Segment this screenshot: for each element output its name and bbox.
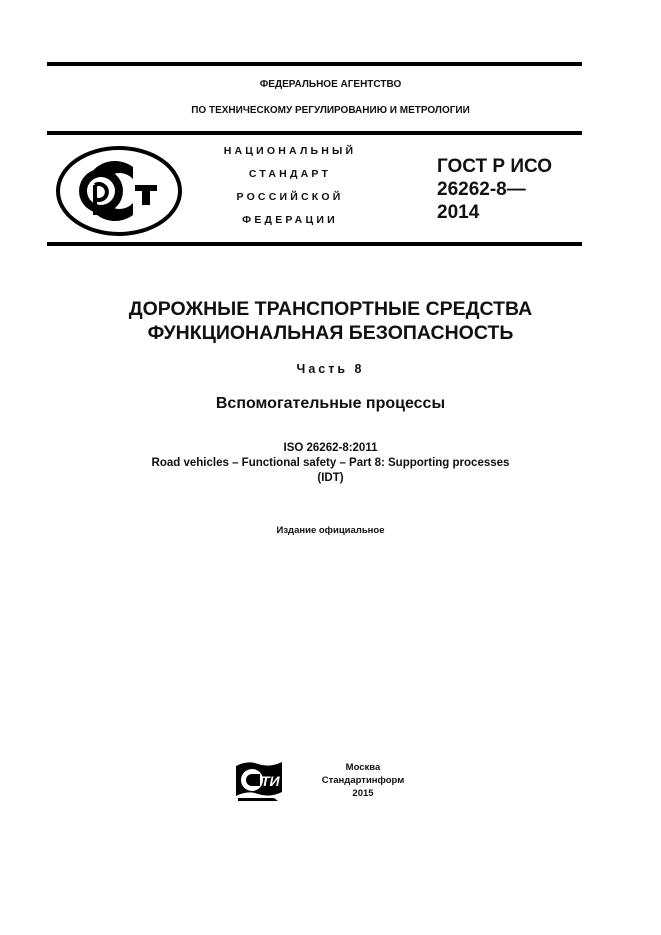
gost-r-logo-icon — [55, 145, 183, 237]
part-number: Часть 8 — [296, 362, 365, 376]
standartinform-logo-icon — [234, 758, 284, 802]
svg-text:ТИ: ТИ — [261, 773, 280, 789]
iso-degree: (IDT) — [317, 472, 344, 484]
national-standard-line-1: НАЦИОНАЛЬНЫЙ — [223, 145, 357, 157]
national-standard-line-2: СТАНДАРТ — [248, 168, 332, 180]
top-rule — [47, 62, 582, 66]
title-line-2: ФУНКЦИОНАЛЬНАЯ БЕЗОПАСНОСТЬ — [147, 322, 514, 344]
title-line-1: ДОРОЖНЫЕ ТРАНСПОРТНЫЕ СРЕДСТВА — [128, 298, 533, 320]
agency-line-2: ПО ТЕХНИЧЕСКОМУ РЕГУЛИРОВАНИЮ И МЕТРОЛОГИИ — [191, 105, 470, 116]
designation-line-2: 26262-8— — [437, 179, 526, 200]
iso-number: ISO 26262-8:2011 — [283, 442, 378, 454]
national-standard-line-3: РОССИЙСКОЙ — [236, 191, 344, 203]
designation-line-3: 2014 — [437, 202, 480, 223]
agency-line-1: ФЕДЕРАЛЬНОЕ АГЕНТСТВО — [259, 79, 402, 90]
publisher-city: Москва — [345, 762, 381, 773]
publisher-year: 2015 — [352, 788, 374, 799]
edition-label: Издание официальное — [276, 525, 385, 536]
publisher-name: Стандартинформ — [321, 775, 405, 786]
subtitle: Вспомогательные процессы — [215, 395, 446, 412]
national-standard-line-4: ФЕДЕРАЦИИ — [242, 214, 338, 226]
header-bottom-rule — [47, 242, 582, 246]
standard-designation — [437, 155, 552, 224]
publisher-info — [298, 761, 428, 800]
iso-title: Road vehicles – Functional safety – Part 8: Supporting processes — [151, 457, 510, 469]
agency-bottom-rule — [47, 131, 582, 135]
designation-line-1: ГОСТ Р ИСО — [437, 156, 553, 177]
